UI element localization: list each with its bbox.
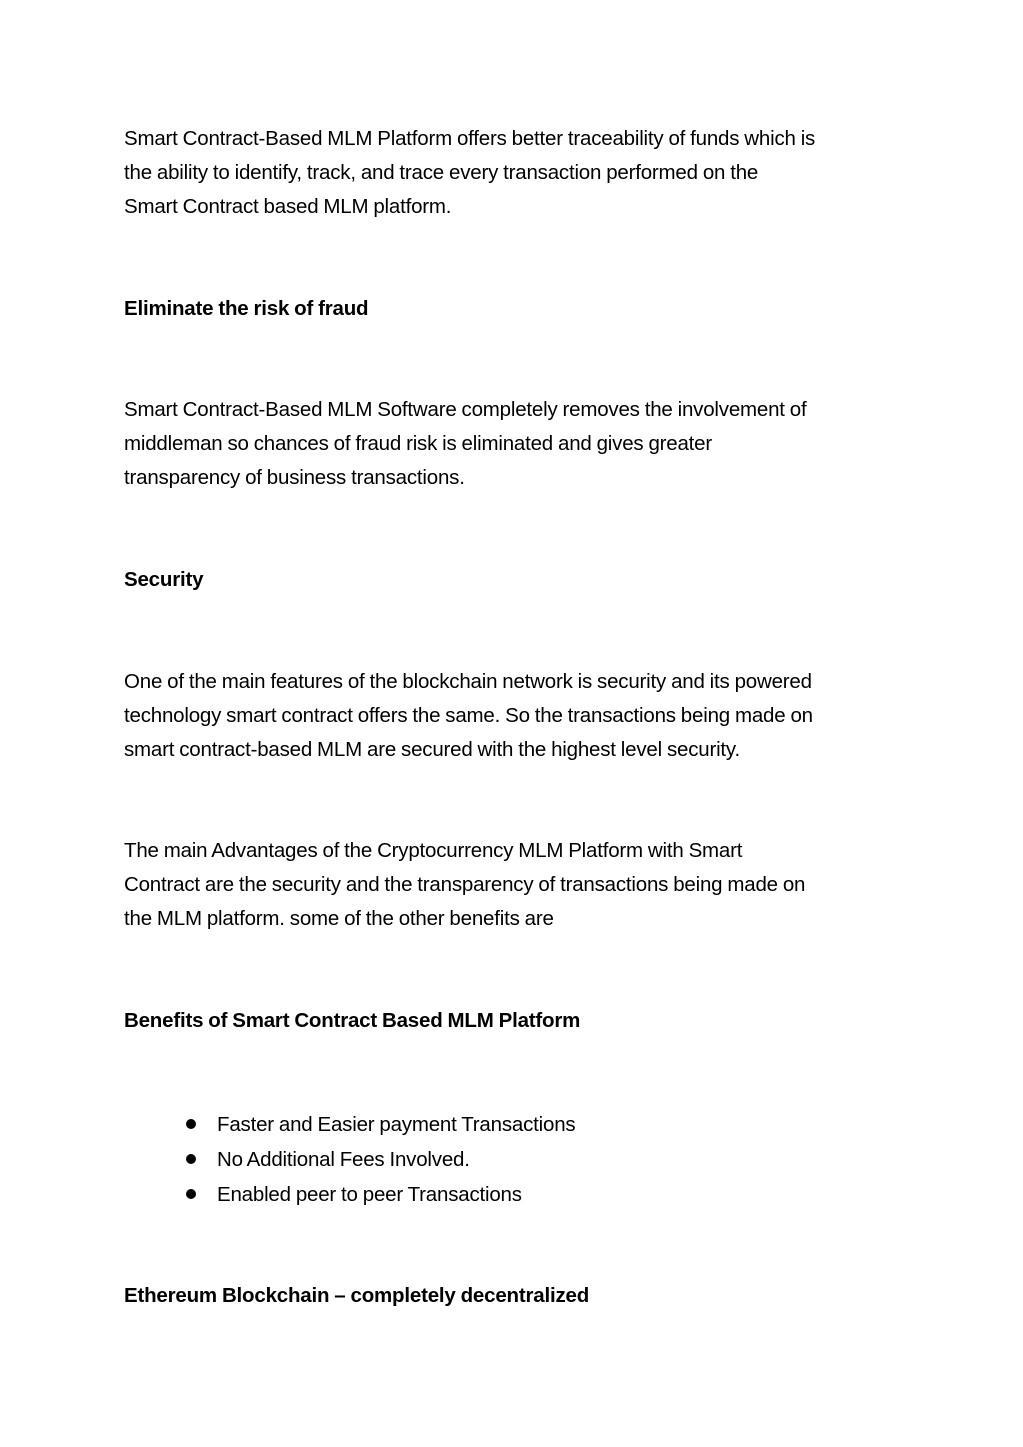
paragraph-line: smart contract-based MLM are secured with the highest level security. [124,738,740,761]
paragraph-line: The main Advantages of the Cryptocurrency MLM Platform with Smart [124,839,743,862]
paragraph-line: Smart Contract based MLM platform. [124,195,452,218]
paragraph-line: middleman so chances of fraud risk is eliminated and gives greater [124,432,712,455]
list-item-text: Faster and Easier payment Transactions [217,1113,576,1136]
list-item-text: No Additional Fees Involved. [217,1148,470,1171]
paragraph-traceability [124,122,914,224]
bullet-icon [186,1154,196,1164]
bullet-icon [186,1189,196,1199]
list-item [186,1107,886,1142]
paragraph-security [124,665,914,767]
benefits-list [186,1107,886,1212]
paragraph-line: Contract are the security and the transparency of transactions being made on [124,873,806,896]
paragraph-line: the ability to identify, track, and trace every transaction performed on the [124,161,759,184]
heading-benefits: Benefits of Smart Contract Based MLM Platform [124,1009,581,1032]
list-item-text: Enabled peer to peer Transactions [217,1183,522,1206]
paragraph-advantages [124,834,914,936]
heading-security: Security [124,568,204,591]
bullet-icon [186,1119,196,1129]
heading-ethereum: Ethereum Blockchain – completely decentralized [124,1284,590,1307]
paragraph-line: Smart Contract-Based MLM Software completely removes the involvement of [124,398,807,421]
paragraph-line: Smart Contract-Based MLM Platform offers better traceability of funds which is [124,127,816,150]
paragraph-line: One of the main features of the blockchain network is security and its powered [124,670,812,693]
paragraph-line: transparency of business transactions. [124,466,465,489]
heading-eliminate-fraud: Eliminate the risk of fraud [124,297,369,320]
list-item [186,1177,886,1212]
list-item [186,1142,886,1177]
paragraph-fraud [124,393,914,495]
paragraph-line: the MLM platform. some of the other benefits are [124,907,554,930]
paragraph-line: technology smart contract offers the same. So the transactions being made on [124,704,813,727]
